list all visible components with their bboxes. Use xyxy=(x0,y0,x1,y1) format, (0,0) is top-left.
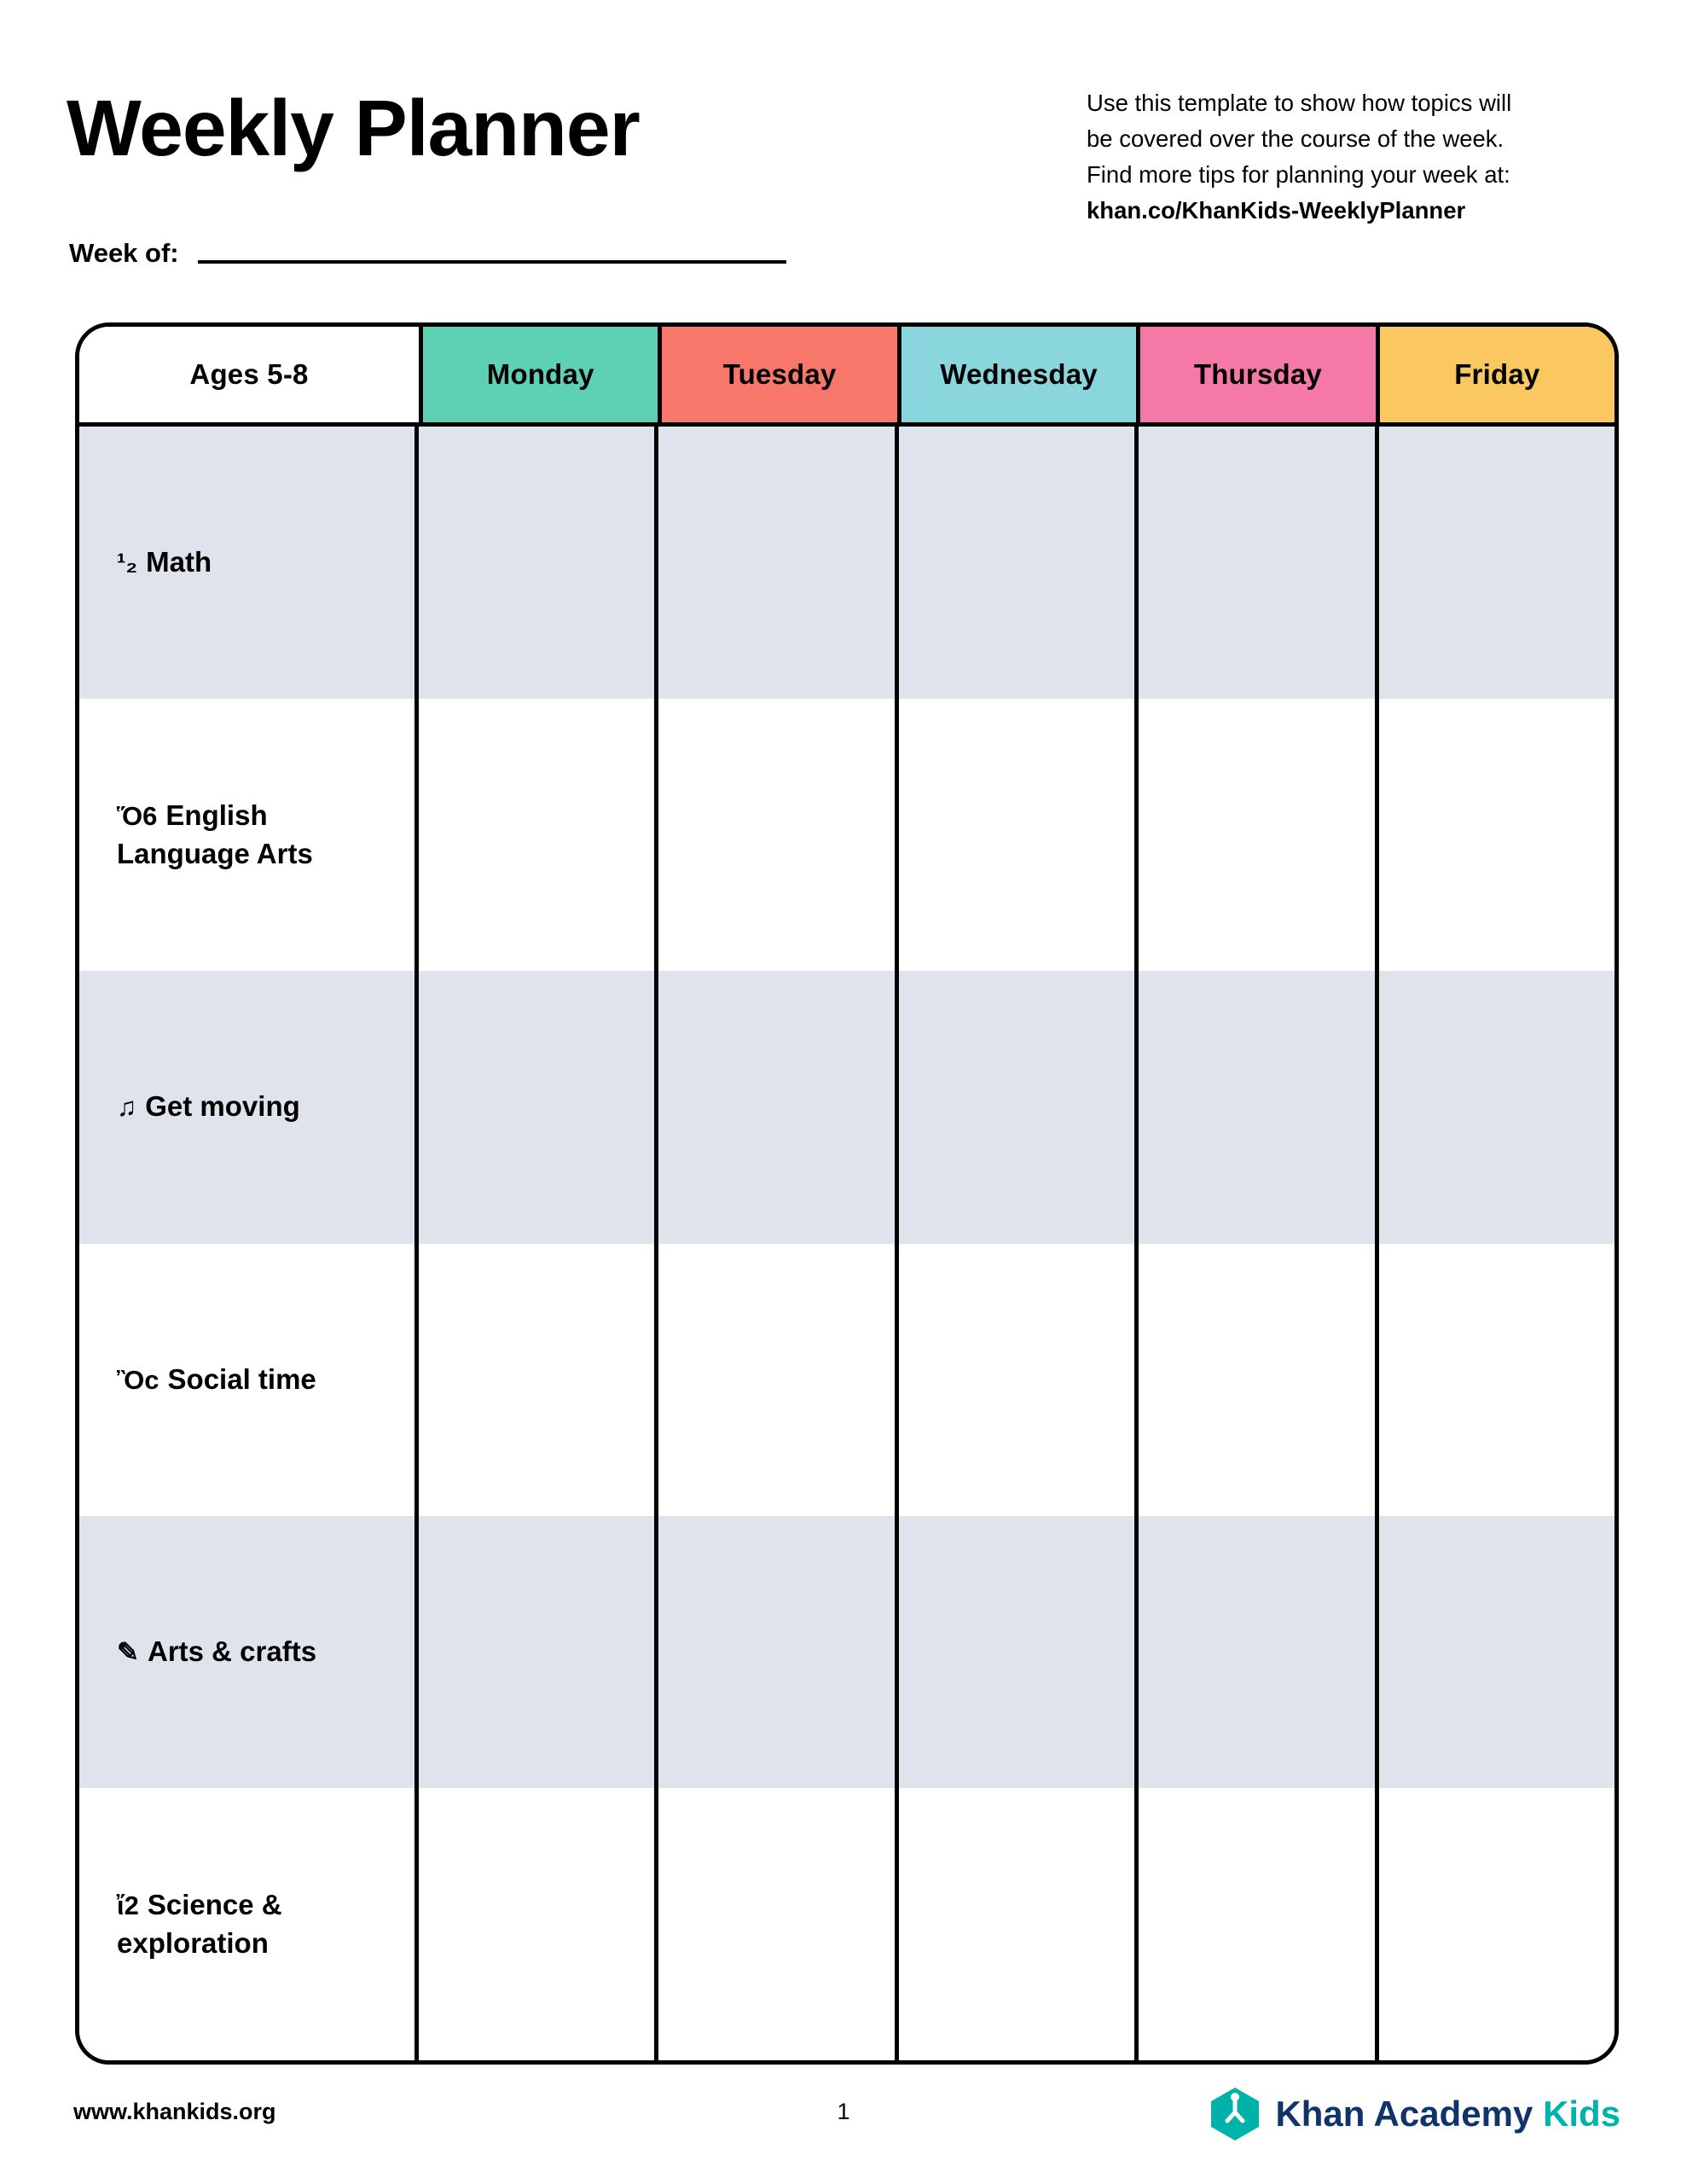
row-label-text: Get moving xyxy=(145,1090,300,1123)
khan-hexagon-icon xyxy=(1210,2087,1260,2141)
intro-url[interactable]: khan.co/KhanKids-WeeklyPlanner xyxy=(1087,197,1466,224)
row-label-text: Social time xyxy=(167,1362,316,1395)
cell-social-monday[interactable] xyxy=(419,1244,658,1516)
column-header-friday: Friday xyxy=(1380,327,1615,422)
cell-getmoving-tuesday[interactable] xyxy=(658,971,898,1243)
page-title: Weekly Planner xyxy=(67,84,640,172)
cell-arts-friday[interactable] xyxy=(1379,1516,1615,1788)
brand-text xyxy=(1275,2094,1620,2135)
column-header-monday: Monday xyxy=(423,327,662,422)
cell-math-wednesday[interactable] xyxy=(899,427,1139,699)
row-label-text: Math xyxy=(146,546,212,578)
khan-academy-kids-logo xyxy=(1210,2082,1620,2146)
speech-bubble-icon: Ὂc xyxy=(117,1364,159,1395)
row-label-get-moving xyxy=(79,971,419,1243)
table-row xyxy=(79,1244,1615,1516)
table-outline xyxy=(75,322,1619,2065)
cell-math-thursday[interactable] xyxy=(1139,427,1378,699)
cell-getmoving-wednesday[interactable] xyxy=(899,971,1139,1243)
row-label-social-time xyxy=(79,1244,419,1516)
column-header-tuesday: Tuesday xyxy=(662,327,901,422)
row-label-arts-crafts xyxy=(79,1516,419,1788)
cell-social-friday[interactable] xyxy=(1379,1244,1615,1516)
book-icon: Ὅ6 xyxy=(117,801,158,832)
cell-arts-thursday[interactable] xyxy=(1139,1516,1378,1788)
brand-primary: Khan Academy xyxy=(1275,2094,1533,2134)
cell-ela-thursday[interactable] xyxy=(1139,699,1378,971)
table-header-row xyxy=(79,327,1615,427)
intro-line-3: Find more tips for planning your week at: xyxy=(1087,161,1510,188)
week-of-write-line[interactable] xyxy=(198,260,786,264)
music-note-icon: ♫ xyxy=(117,1092,137,1123)
cell-getmoving-friday[interactable] xyxy=(1379,971,1615,1243)
cell-social-wednesday[interactable] xyxy=(899,1244,1139,1516)
page-number: 1 xyxy=(837,2099,850,2124)
pencil-icon: ✎ xyxy=(117,1636,139,1667)
cell-science-friday[interactable] xyxy=(1379,1788,1615,2060)
cell-ela-tuesday[interactable] xyxy=(658,699,898,971)
cell-getmoving-monday[interactable] xyxy=(419,971,658,1243)
cell-getmoving-thursday[interactable] xyxy=(1139,971,1378,1243)
table-row xyxy=(79,971,1615,1243)
cell-science-wednesday[interactable] xyxy=(899,1788,1139,2060)
cell-social-tuesday[interactable] xyxy=(658,1244,898,1516)
intro-line-2: be covered over the course of the week. xyxy=(1087,125,1504,152)
cell-arts-monday[interactable] xyxy=(419,1516,658,1788)
cell-math-monday[interactable] xyxy=(419,427,658,699)
leaf-icon: ἴ2 xyxy=(117,1890,139,1920)
cell-arts-tuesday[interactable] xyxy=(658,1516,898,1788)
row-label-text: English xyxy=(165,799,268,832)
cell-ela-wednesday[interactable] xyxy=(899,699,1139,971)
row-label-text-2: exploration xyxy=(117,1926,269,1959)
footer-website[interactable]: www.khankids.org xyxy=(73,2099,276,2124)
cell-ela-monday[interactable] xyxy=(419,699,658,971)
row-label-english-language-arts xyxy=(79,699,419,971)
column-header-wednesday: Wednesday xyxy=(901,327,1140,422)
cell-social-thursday[interactable] xyxy=(1139,1244,1378,1516)
cell-arts-wednesday[interactable] xyxy=(899,1516,1139,1788)
page-footer xyxy=(0,2092,1687,2152)
table-row xyxy=(79,427,1615,699)
page-header xyxy=(67,53,1627,268)
column-header-thursday: Thursday xyxy=(1140,327,1379,422)
row-label-science-exploration xyxy=(79,1788,419,2060)
table-grid xyxy=(79,327,1615,2060)
table-corner-label: Ages 5-8 xyxy=(79,327,423,422)
week-of-field[interactable] xyxy=(69,239,786,268)
cell-math-friday[interactable] xyxy=(1379,427,1615,699)
intro-text xyxy=(1087,85,1687,229)
week-of-label: Week of: xyxy=(69,238,179,268)
table-row xyxy=(79,1788,1615,2060)
cell-math-tuesday[interactable] xyxy=(658,427,898,699)
intro-line-1: Use this template to show how topics will xyxy=(1087,90,1512,116)
cell-science-thursday[interactable] xyxy=(1139,1788,1378,2060)
brand-secondary: Kids xyxy=(1542,2094,1620,2134)
table-row xyxy=(79,1516,1615,1788)
numbers-icon: ¹₂ xyxy=(117,548,138,578)
table-row xyxy=(79,699,1615,971)
row-label-text: Science & xyxy=(147,1888,282,1920)
row-label-text: Arts & crafts xyxy=(147,1635,317,1667)
weekly-planner-table xyxy=(75,322,1619,2065)
cell-science-tuesday[interactable] xyxy=(658,1788,898,2060)
row-label-text-2: Language Arts xyxy=(117,838,313,870)
cell-science-monday[interactable] xyxy=(419,1788,658,2060)
cell-ela-friday[interactable] xyxy=(1379,699,1615,971)
row-label-math xyxy=(79,427,419,699)
